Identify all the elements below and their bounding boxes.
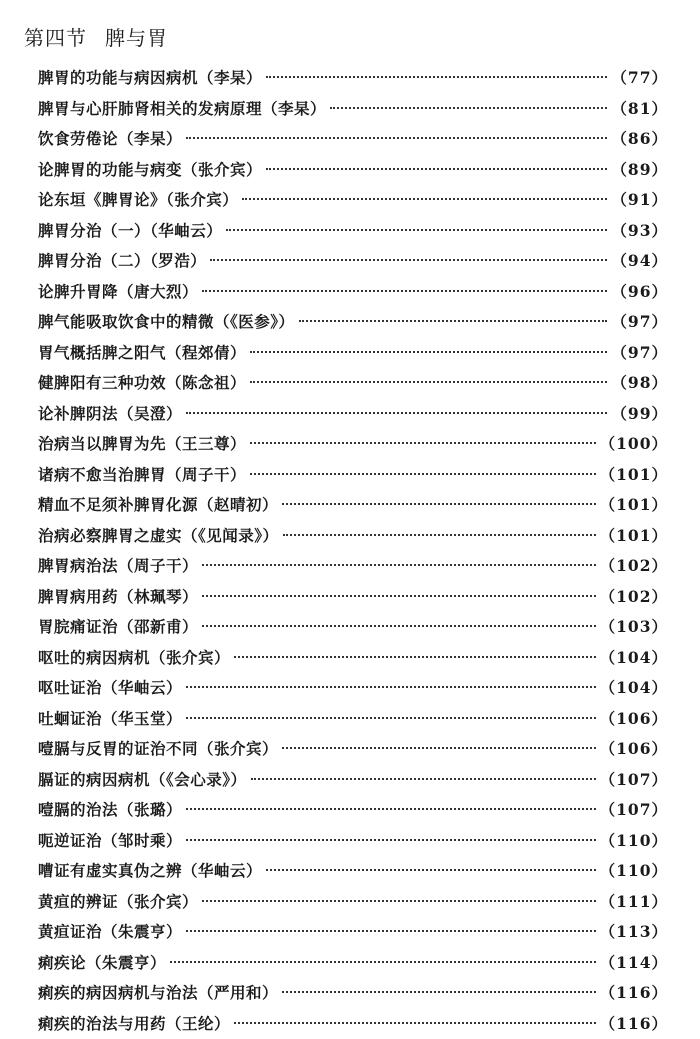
- toc-entry-page: （111）: [600, 887, 668, 918]
- dot-leader: [234, 655, 596, 658]
- toc-entry-title: 论东垣《脾胃论》（张介宾）: [38, 185, 238, 216]
- toc-entry-title: 饮食劳倦论（李杲）: [38, 124, 182, 155]
- toc-entry[interactable]: [38, 978, 668, 1009]
- toc-entry-title: 脾气能吸取饮食中的精微（《医参》）: [38, 307, 295, 338]
- toc-entry[interactable]: [38, 246, 668, 277]
- toc-entry-page: （100）: [600, 429, 668, 460]
- toc-entry-page: （101）: [600, 521, 668, 552]
- toc-entry-title: 痢疾的病因病机与治法（严用和）: [38, 978, 278, 1009]
- dot-leader: [202, 624, 596, 627]
- dot-leader: [186, 807, 596, 810]
- toc-entry-title: 治病必察脾胃之虚实（《见闻录》）: [38, 521, 279, 552]
- toc-entry-page: （101）: [600, 460, 668, 491]
- toc-entry[interactable]: [38, 765, 668, 796]
- toc-entry[interactable]: [38, 63, 668, 94]
- dot-leader: [282, 990, 596, 993]
- dot-leader: [210, 258, 607, 261]
- toc-entry-page: （110）: [600, 856, 668, 887]
- toc-entry[interactable]: [38, 673, 668, 704]
- dot-leader: [251, 777, 596, 780]
- toc-entry-title: 脾胃与心肝肺肾相关的发病原理（李杲）: [38, 94, 326, 125]
- toc-entry-title: 噎膈与反胃的证治不同（张介宾）: [38, 734, 278, 765]
- toc-entry-page: （113）: [600, 917, 668, 948]
- dot-leader: [186, 838, 596, 841]
- dot-leader: [226, 228, 607, 231]
- toc-entry-page: （89）: [611, 155, 668, 186]
- toc-entry[interactable]: [38, 460, 668, 491]
- toc-entry-page: （103）: [600, 612, 668, 643]
- dot-leader: [266, 75, 607, 78]
- toc-entry[interactable]: [38, 399, 668, 430]
- dot-leader: [250, 350, 607, 353]
- toc-entry-page: （96）: [611, 277, 668, 308]
- toc-entry-page: （104）: [600, 643, 668, 674]
- dot-leader: [186, 929, 596, 932]
- toc-entry-page: （93）: [611, 216, 668, 247]
- toc-entry-title: 脾胃分治（二）（罗浩）: [38, 246, 206, 277]
- dot-leader: [250, 380, 607, 383]
- dot-leader: [202, 289, 607, 292]
- toc-entry-page: （77）: [611, 63, 668, 94]
- toc-entry[interactable]: [38, 521, 668, 552]
- toc-entry-title: 痢疾的治法与用药（王纶）: [38, 1009, 230, 1039]
- toc-entry-page: （97）: [611, 307, 668, 338]
- dot-leader: [202, 899, 596, 902]
- dot-leader: [186, 716, 596, 719]
- dot-leader: [186, 685, 596, 688]
- toc-entry-title: 治病当以脾胃为先（王三尊）: [38, 429, 246, 460]
- toc-entry-page: （110）: [600, 826, 668, 857]
- dot-leader: [283, 533, 596, 536]
- toc-entry-title: 黄疸的辨证（张介宾）: [38, 887, 198, 918]
- toc-entry[interactable]: [38, 856, 668, 887]
- section-number: 第四节: [24, 26, 87, 50]
- toc-entry-title: 脾胃病用药（林珮琴）: [38, 582, 198, 613]
- toc-entry-title: 论脾升胃降（唐大烈）: [38, 277, 198, 308]
- dot-leader: [299, 319, 608, 322]
- toc-entry-page: （81）: [611, 94, 668, 125]
- toc-entry[interactable]: [38, 368, 668, 399]
- toc-entry-title: 膈证的病因病机（《会心录》）: [38, 765, 247, 796]
- dot-leader: [282, 502, 596, 505]
- toc-entry-title: 论补脾阴法（吴澄）: [38, 399, 182, 430]
- toc-entry-title: 脾胃的功能与病因病机（李杲）: [38, 63, 262, 94]
- toc-entry-page: （86）: [611, 124, 668, 155]
- toc-entry-title: 健脾阳有三种功效（陈念祖）: [38, 368, 246, 399]
- toc-entry[interactable]: [38, 124, 668, 155]
- toc-entry[interactable]: [38, 307, 668, 338]
- toc-entry-title: 吐蛔证治（华玉堂）: [38, 704, 182, 735]
- toc-entry-title: 脾胃分治（一）（华岫云）: [38, 216, 222, 247]
- toc-entry-page: （114）: [600, 948, 668, 979]
- toc-entry-page: （102）: [600, 582, 668, 613]
- toc-entry[interactable]: [38, 643, 668, 674]
- toc-entry-page: （99）: [611, 399, 668, 430]
- toc-entry[interactable]: [38, 917, 668, 948]
- toc-entry-title: 痢疾论（朱震亨）: [38, 948, 166, 979]
- toc-entry[interactable]: [38, 704, 668, 735]
- toc-entry-page: （101）: [600, 490, 668, 521]
- toc-entry-title: 嘈证有虚实真伪之辨（华岫云）: [38, 856, 262, 887]
- toc-entry-page: （116）: [600, 978, 668, 1009]
- toc-entry[interactable]: [38, 826, 668, 857]
- toc-entry-title: 论脾胃的功能与病变（张介宾）: [38, 155, 262, 186]
- toc-entry-page: （91）: [611, 185, 668, 216]
- toc-entry-title: 胃气概括脾之阳气（程郊倩）: [38, 338, 246, 369]
- dot-leader: [282, 746, 596, 749]
- dot-leader: [234, 1021, 596, 1024]
- toc-entry-title: 精血不足须补脾胃化源（赵晴初）: [38, 490, 278, 521]
- toc-entry[interactable]: [38, 551, 668, 582]
- section-title: 脾与胃: [105, 26, 168, 50]
- toc-entry-title: 胃脘痛证治（邵新甫）: [38, 612, 198, 643]
- toc-entry-page: （116）: [600, 1009, 668, 1039]
- toc-entry-page: （102）: [600, 551, 668, 582]
- toc-list: [38, 63, 668, 1039]
- toc-entry-title: 呕吐的病因病机（张介宾）: [38, 643, 230, 674]
- toc-entry[interactable]: [38, 734, 668, 765]
- dot-leader: [242, 197, 607, 200]
- dot-leader: [250, 441, 596, 444]
- toc-entry[interactable]: [38, 429, 668, 460]
- toc-entry[interactable]: [38, 887, 668, 918]
- toc-entry-title: 呃逆证治（邹时乘）: [38, 826, 182, 857]
- toc-entry[interactable]: [38, 277, 668, 308]
- toc-entry[interactable]: [38, 216, 668, 247]
- toc-entry[interactable]: [38, 185, 668, 216]
- dot-leader: [186, 411, 607, 414]
- toc-entry-page: （106）: [600, 734, 668, 765]
- toc-entry-title: 黄疸证治（朱震亨）: [38, 917, 182, 948]
- toc-entry[interactable]: [38, 155, 668, 186]
- dot-leader: [250, 472, 596, 475]
- toc-entry[interactable]: [38, 612, 668, 643]
- toc-entry[interactable]: [38, 582, 668, 613]
- toc-entry-title: 诸病不愈当治脾胃（周子干）: [38, 460, 246, 491]
- dot-leader: [266, 167, 607, 170]
- toc-entry-page: （106）: [600, 704, 668, 735]
- dot-leader: [202, 594, 596, 597]
- dot-leader: [202, 563, 596, 566]
- toc-entry-title: 呕吐证治（华岫云）: [38, 673, 182, 704]
- toc-entry-page: （107）: [600, 795, 668, 826]
- dot-leader: [330, 106, 607, 109]
- toc-entry[interactable]: [38, 795, 668, 826]
- toc-entry-page: （104）: [600, 673, 668, 704]
- toc-entry-page: （94）: [611, 246, 668, 277]
- toc-entry-title: 脾胃病治法（周子干）: [38, 551, 198, 582]
- toc-entry[interactable]: [38, 490, 668, 521]
- toc-entry-page: （107）: [600, 765, 668, 796]
- toc-entry[interactable]: [38, 948, 668, 979]
- toc-entry-page: （98）: [611, 368, 668, 399]
- dot-leader: [170, 960, 596, 963]
- toc-entry[interactable]: [38, 338, 668, 369]
- toc-entry-title: 噎膈的治法（张璐）: [38, 795, 182, 826]
- section-heading: [24, 22, 168, 51]
- toc-entry[interactable]: [38, 94, 668, 125]
- dot-leader: [186, 136, 607, 139]
- dot-leader: [266, 868, 596, 871]
- toc-entry[interactable]: [38, 1009, 668, 1039]
- toc-entry-page: （97）: [611, 338, 668, 369]
